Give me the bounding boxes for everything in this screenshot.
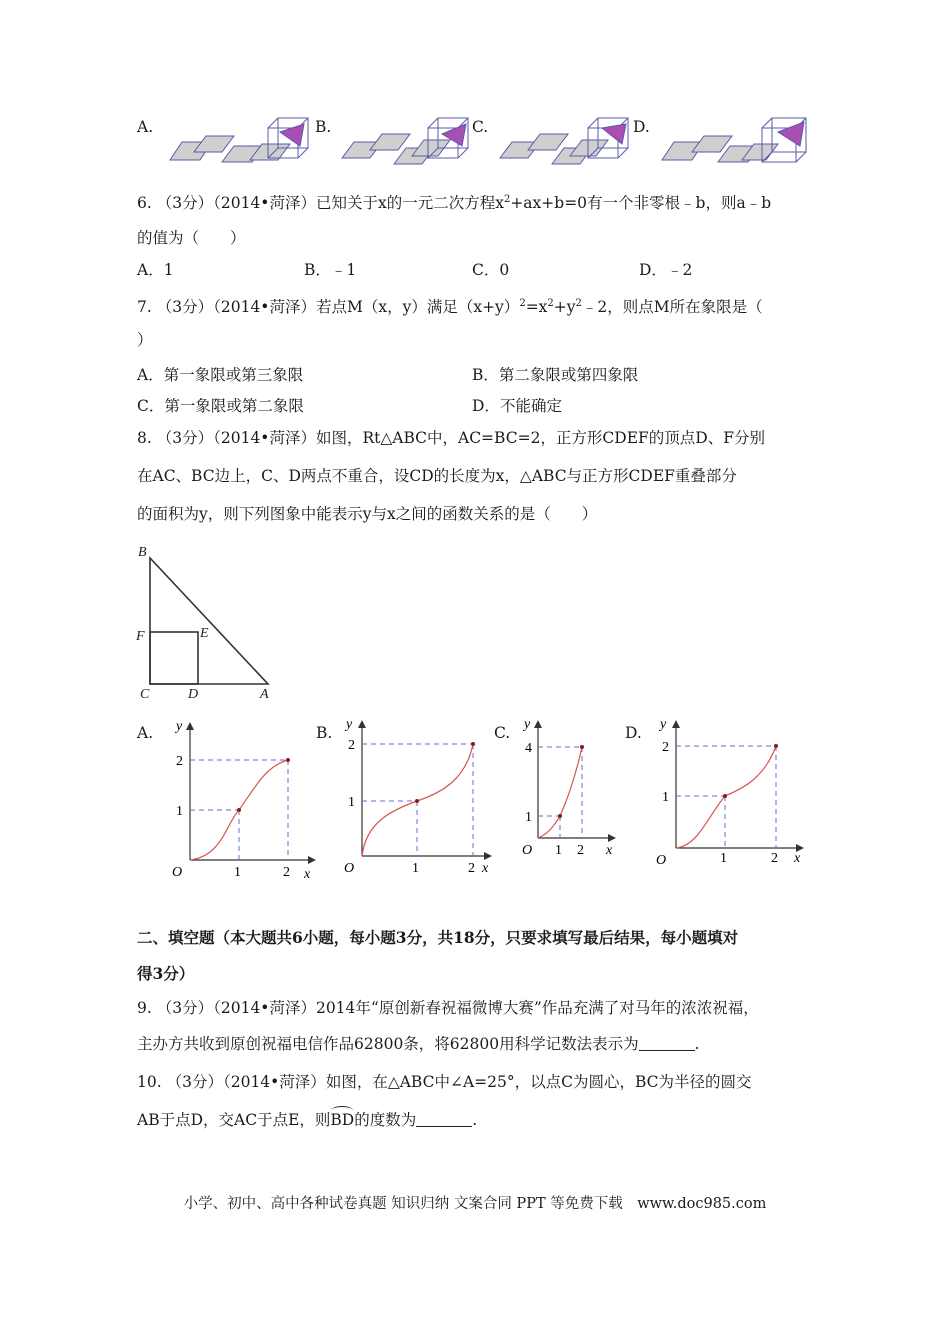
- q8-score: （3分）: [156, 429, 214, 447]
- option-value: ﹣2: [666, 261, 693, 279]
- vertex-label-d: D: [188, 687, 199, 702]
- q10-text-2a: AB于点D，交AC于点E，则: [137, 1111, 331, 1129]
- y-tick-1: 1: [348, 795, 355, 810]
- q9-text-1: 2014年“原创新春祝福微博大赛”作品充满了对马年的浓浓祝福，: [315, 999, 759, 1017]
- vertex-label-f: F: [136, 629, 145, 644]
- q10-stem-line-1: [137, 1072, 752, 1092]
- q10-end: .: [472, 1111, 478, 1129]
- q8-stem-line-1: [137, 428, 765, 448]
- q8-graph-b: [340, 712, 500, 882]
- option-value: 第一象限或第三象限: [163, 366, 304, 384]
- q6-source: （2014•菏泽）: [213, 194, 316, 213]
- q6-number: 6.: [137, 194, 152, 213]
- q8-triangle-figure: [130, 540, 290, 710]
- q6-option-d[interactable]: [639, 260, 692, 280]
- x-tick-1: 1: [412, 861, 419, 876]
- q7-sup-a: 2: [519, 298, 526, 309]
- q5-net-figure-b: [340, 114, 476, 170]
- q6-option-b[interactable]: [304, 260, 356, 280]
- q9-source: （2014•菏泽）: [213, 999, 316, 1017]
- x-tick-1: 1: [720, 851, 727, 866]
- q10-stem-line-2: [137, 1110, 477, 1130]
- q7-option-d[interactable]: [472, 396, 562, 416]
- q8-graph-c: [518, 712, 628, 862]
- option-value: ﹣1: [330, 261, 357, 279]
- q9-end: .: [694, 1035, 700, 1053]
- q9-number: 9.: [137, 999, 152, 1017]
- x-axis-label: x: [482, 861, 489, 876]
- x-tick-2: 2: [283, 865, 290, 880]
- q8-option-d-label[interactable]: D.: [625, 724, 642, 742]
- vertex-label-b: B: [138, 545, 147, 560]
- q5-option-a-label[interactable]: A.: [137, 118, 154, 136]
- q6-text-a: 已知关于x的一元二次方程x: [315, 194, 504, 213]
- option-value: 0: [499, 261, 510, 279]
- section-2-heading-line-1: 二、填空题（本大题共6小题，每小题3分，共18分，只要求填写最后结果，每小题填对: [137, 928, 739, 947]
- x-tick-2: 2: [577, 843, 584, 858]
- x-axis-label: x: [606, 843, 613, 858]
- vertex-label-c: C: [140, 687, 150, 702]
- q10-source: （2014•菏泽）: [222, 1073, 326, 1091]
- q8-graph-a: [164, 716, 324, 882]
- q5-net-figure-c: [498, 114, 634, 170]
- q8-option-c-label[interactable]: C.: [494, 724, 511, 742]
- q7-stem-line-2: ）: [137, 331, 153, 349]
- x-axis-label: x: [304, 867, 311, 882]
- y-axis-label: y: [660, 717, 667, 732]
- option-label: D．: [472, 397, 500, 415]
- arc-bd: BD: [330, 1111, 355, 1129]
- q7-source: （2014•菏泽）: [213, 298, 316, 317]
- q7-score: （3分）: [156, 298, 214, 317]
- y-tick-2: 2: [662, 740, 669, 755]
- option-label: B．: [304, 261, 331, 279]
- q6-stem-line-2: 的值为（ ）: [137, 229, 246, 247]
- option-label: C．: [472, 261, 500, 279]
- origin-label: O: [172, 865, 183, 880]
- page-footer: 小学、初中、高中各种试卷真题 知识归纳 文案合同 PPT 等免费下载 www.doc985.com: [183, 1196, 767, 1212]
- option-label: B．: [472, 366, 499, 384]
- q10-text-2b: 的度数为: [354, 1111, 417, 1129]
- q6-option-c[interactable]: [472, 260, 509, 280]
- q9-answer-blank[interactable]: [639, 1034, 695, 1051]
- q5-option-d-label[interactable]: D.: [633, 118, 650, 136]
- y-tick-2: 2: [176, 754, 183, 769]
- q7-sup-c: 2: [575, 298, 582, 309]
- q10-number: 10.: [137, 1073, 162, 1091]
- option-label: A．: [137, 366, 164, 384]
- q6-superscript: 2: [503, 194, 511, 205]
- y-axis-label: y: [176, 719, 183, 734]
- q8-option-b-label[interactable]: B.: [316, 724, 333, 742]
- q5-net-figure-a: [168, 114, 316, 170]
- origin-label: O: [344, 861, 355, 876]
- option-value: 第二象限或第四象限: [498, 366, 639, 384]
- x-tick-1: 1: [234, 865, 241, 880]
- y-tick-1: 1: [662, 790, 669, 805]
- q10-score: （3分）: [166, 1073, 223, 1091]
- y-tick-1: 1: [525, 810, 532, 825]
- section-2-heading-line-2: 得3分）: [137, 964, 195, 983]
- option-label: C．: [137, 397, 165, 415]
- q6-stem-line-1: [137, 190, 771, 213]
- q6-option-a[interactable]: [137, 260, 174, 280]
- y-axis-label: y: [346, 717, 353, 732]
- x-tick-2: 2: [468, 861, 475, 876]
- q8-graph-d: [652, 712, 812, 872]
- vertex-label-e: E: [200, 626, 209, 641]
- origin-label: O: [656, 853, 667, 868]
- q10-answer-blank[interactable]: [416, 1110, 472, 1127]
- q6-text-b: +ax+b=0有一个非零根﹣b，则a﹣b: [510, 194, 772, 213]
- q8-number: 8.: [137, 429, 152, 447]
- q5-net-figure-d: [660, 114, 810, 170]
- y-axis-label: y: [524, 717, 531, 732]
- q8-option-a-label[interactable]: A.: [137, 724, 154, 742]
- y-tick-2: 4: [525, 741, 532, 756]
- option-label: A．: [137, 261, 164, 279]
- y-tick-1: 1: [176, 804, 183, 819]
- q7-text-b: =x: [525, 298, 548, 317]
- q7-text-d: ﹣2，则点M所在象限是（: [581, 298, 763, 317]
- y-tick-2: 2: [348, 738, 355, 753]
- x-tick-2: 2: [771, 851, 778, 866]
- q7-text-c: +y: [553, 298, 576, 317]
- q9-score: （3分）: [156, 999, 214, 1017]
- q8-stem-line-2: 在AC、BC边上，C、D两点不重合，设CD的长度为x，△ABC与正方形CDEF重叠部分: [137, 467, 737, 485]
- q6-score: （3分）: [156, 194, 214, 213]
- q9-stem-line-1: [137, 998, 759, 1018]
- q7-option-b[interactable]: [472, 365, 638, 385]
- q9-stem-line-2: [137, 1034, 700, 1054]
- q7-text-a: 若点M（x，y）满足（x+y）: [315, 298, 520, 317]
- q8-text-1: 如图，Rt△ABC中，AC=BC=2，正方形CDEF的顶点D、F分别: [315, 429, 765, 447]
- x-axis-label: x: [794, 851, 801, 866]
- q5-option-b-label[interactable]: B.: [315, 118, 332, 136]
- q7-stem-line-1: [137, 294, 763, 317]
- option-value: 1: [163, 261, 174, 279]
- q7-sup-b: 2: [547, 298, 554, 309]
- vertex-label-a: A: [260, 687, 269, 702]
- option-label: D．: [639, 261, 667, 279]
- q5-option-c-label[interactable]: C.: [472, 118, 489, 136]
- q7-number: 7.: [137, 298, 152, 317]
- q9-text-2: 主办方共收到原创祝福电信作品62800条，将62800用科学记数法表示为: [137, 1035, 639, 1053]
- q8-source: （2014•菏泽）: [213, 429, 316, 447]
- q7-option-c[interactable]: [137, 396, 304, 416]
- option-value: 不能确定: [499, 397, 562, 415]
- q7-option-a[interactable]: [137, 365, 303, 385]
- q10-text-1: 如图，在△ABC中∠A=25°，以点C为圆心，BC为半径的圆交: [325, 1073, 752, 1091]
- option-value: 第一象限或第二象限: [164, 397, 304, 415]
- origin-label: O: [522, 843, 533, 858]
- x-tick-1: 1: [555, 843, 562, 858]
- q8-stem-line-3: 的面积为y，则下列图象中能表示y与x之间的函数关系的是（ ）: [137, 505, 598, 523]
